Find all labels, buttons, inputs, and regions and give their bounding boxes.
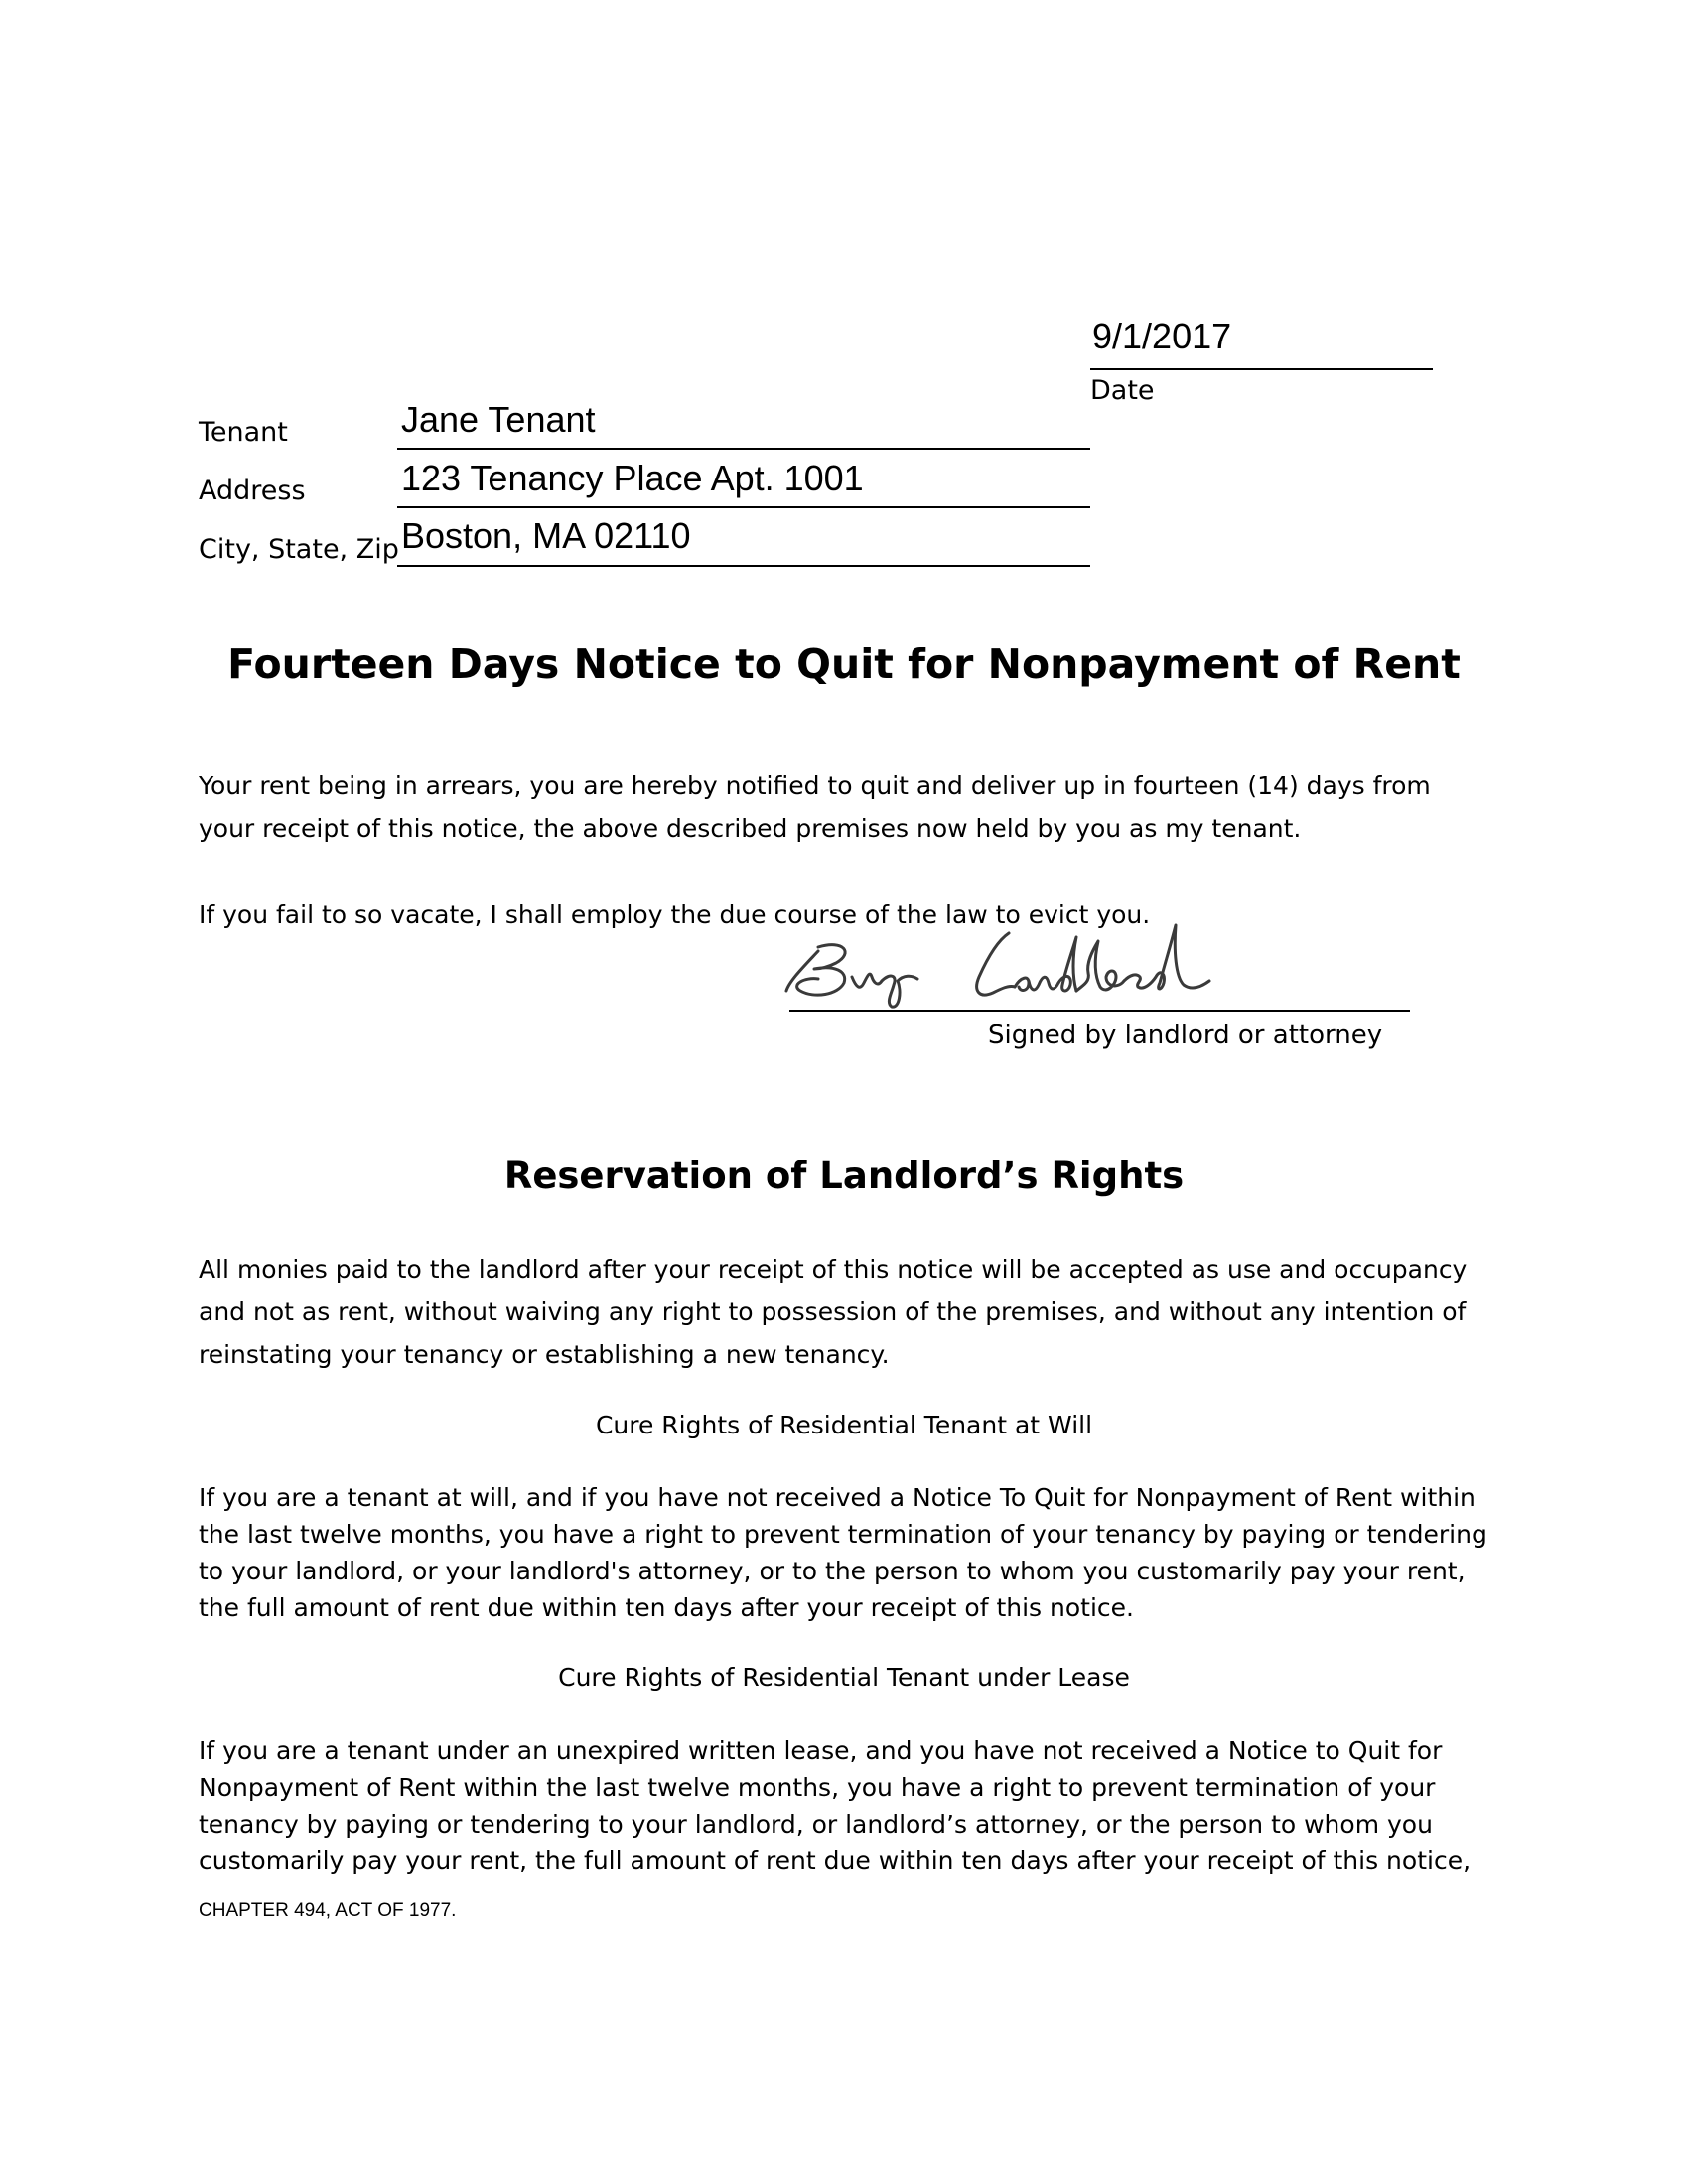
cure-at-will-paragraph: If you are a tenant at will, and if you have not received a Notice To Quit for Nonpayment of Rent within the last twelve months, you have a right to prevent termination of your tenancy by paying or tendering to your landlord, or your landlord's attorney, or to the person to whom you customarily pay your rent, the full amount of rent due within ten days after your receipt of this notice. <box>199 1483 1487 1622</box>
signature-line <box>789 1010 1410 1012</box>
city-state-zip-line <box>397 565 1090 567</box>
statute-citation: CHAPTER 494, ACT OF 1977. <box>199 1900 457 1921</box>
cure-lease-title: Cure Rights of Residential Tenant under Lease <box>558 1663 1130 1692</box>
signature-label: Signed by landlord or attorney <box>988 1021 1383 1050</box>
date-value: 9/1/2017 <box>1092 316 1232 356</box>
address-value: 123 Tenancy Place Apt. 1001 <box>401 458 864 498</box>
landlord-signature <box>774 911 1231 1011</box>
reservation-title: Reservation of Landlord’s Rights <box>503 1155 1185 1197</box>
date-line <box>1090 368 1433 370</box>
tenant-label: Tenant <box>199 417 288 448</box>
tenant-line <box>397 448 1090 450</box>
city-state-zip-label: City, State, Zip <box>199 534 399 565</box>
tenant-name-value: Jane Tenant <box>401 399 596 440</box>
notice-paragraph-1: Your rent being in arrears, you are hereby notified to quit and deliver up in fourteen (14) days from your receipt of this notice, the above described premises now held by you as my tenant. <box>199 771 1431 843</box>
cure-at-will-title: Cure Rights of Residential Tenant at Will <box>595 1411 1093 1439</box>
city-state-zip-value: Boston, MA 02110 <box>401 515 691 556</box>
reservation-paragraph: All monies paid to the landlord after your receipt of this notice will be accepted as use and occupancy and not as rent, without waiving any right to possession of the premises, and without any intention of reinstating your tenancy or establishing a new tenancy. <box>199 1255 1468 1369</box>
cure-lease-paragraph: If you are a tenant under an unexpired written lease, and you have not received a Notice to Quit for Nonpayment of Rent within the last twelve months, you have a right to prevent termination of your tenancy by paying or tendering to your landlord, or landlord’s attorney, or the person to whom you customarily pay your rent, the full amount of rent due within ten days after your receipt of this notice, <box>199 1736 1472 1875</box>
notice-paragraph-2: If you fail to so vacate, I shall employ the due course of the law to evict you. <box>199 900 1151 929</box>
address-label: Address <box>199 476 306 506</box>
address-line <box>397 506 1090 508</box>
date-label: Date <box>1090 375 1155 406</box>
notice-title: Fourteen Days Notice to Quit for Nonpayment of Rent <box>227 640 1461 688</box>
